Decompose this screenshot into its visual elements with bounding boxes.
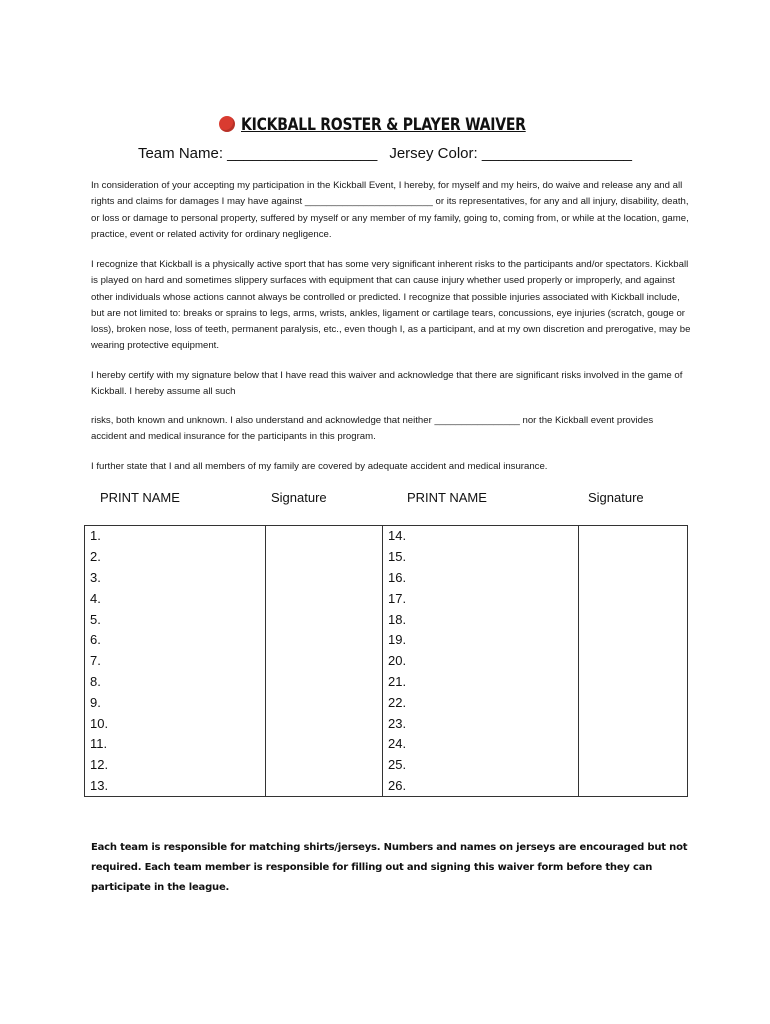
- roster-row: [85, 609, 688, 630]
- roster-name-cell[interactable]: 14.: [383, 526, 579, 547]
- roster-table: [84, 525, 688, 797]
- page-title: KICKBALL ROSTER & PLAYER WAIVER: [240, 114, 526, 134]
- roster-name-cell[interactable]: 7.: [85, 651, 266, 672]
- roster-signature-cell[interactable]: [579, 568, 688, 589]
- roster-name-cell[interactable]: 4.: [85, 588, 266, 609]
- roster-signature-cell[interactable]: [266, 755, 383, 776]
- waiver-paragraph-1: In consideration of your accepting my participation in the Kickball Event, I hereby, for myself and my heirs, do waive and release any and all rights and claims for damages I may have against ________________________ or its representatives, for any and all injury, disability, death, or loss or damage to personal property, suffered by myself or any member of my family, going to, coming from, or while at the location, game, practice, event or related activity for ordinary negligence.: [91, 180, 689, 240]
- team-name-field[interactable]: Team Name: __________________: [137, 144, 378, 162]
- roster-name-cell[interactable]: 20.: [383, 651, 579, 672]
- roster-row: [85, 672, 688, 693]
- jersey-color-field[interactable]: Jersey Color: __________________: [389, 144, 633, 162]
- roster-name-cell[interactable]: 8.: [85, 672, 266, 693]
- roster-name-cell[interactable]: 22.: [383, 692, 579, 713]
- roster-row: [85, 588, 688, 609]
- waiver-paragraph-3: I hereby certify with my signature below that I have read this waiver and acknowledge that there are significant risks involved in the game of Kickball. I hereby assume all such: [91, 370, 683, 398]
- roster-name-cell[interactable]: 1.: [85, 526, 266, 547]
- roster-name-cell[interactable]: 9.: [85, 692, 266, 713]
- print-name-header-right: PRINT NAME: [407, 490, 487, 505]
- roster-signature-cell[interactable]: [579, 692, 688, 713]
- roster-row: [85, 651, 688, 672]
- roster-name-cell[interactable]: 21.: [383, 672, 579, 693]
- roster-signature-cell[interactable]: [579, 734, 688, 755]
- roster-row: [85, 568, 688, 589]
- roster-name-cell[interactable]: 25.: [383, 755, 579, 776]
- roster-name-cell[interactable]: 5.: [85, 609, 266, 630]
- waiver-paragraph-4: risks, both known and unknown. I also understand and acknowledge that neither ________________ nor the Kickball event provides accident and medical insurance for the participants in this program.: [91, 415, 654, 443]
- roster-row: [85, 692, 688, 713]
- roster-name-cell[interactable]: 26.: [383, 776, 579, 797]
- roster-name-cell[interactable]: 16.: [383, 568, 579, 589]
- roster-signature-cell[interactable]: [579, 755, 688, 776]
- roster-name-cell[interactable]: 11.: [85, 734, 266, 755]
- roster-signature-cell[interactable]: [266, 609, 383, 630]
- roster-signature-cell[interactable]: [579, 713, 688, 734]
- roster-signature-cell[interactable]: [579, 588, 688, 609]
- roster-signature-cell[interactable]: [579, 651, 688, 672]
- roster-row: [85, 630, 688, 651]
- roster-signature-cell[interactable]: [266, 672, 383, 693]
- signature-header-left: Signature: [271, 490, 327, 505]
- roster-signature-cell[interactable]: [266, 630, 383, 651]
- roster-name-cell[interactable]: 19.: [383, 630, 579, 651]
- roster-name-cell[interactable]: 13.: [85, 776, 266, 797]
- roster-signature-cell[interactable]: [266, 651, 383, 672]
- waiver-paragraph-5: I further state that I and all members of my family are covered by adequate accident and medical insurance.: [91, 461, 548, 472]
- roster-name-cell[interactable]: 23.: [383, 713, 579, 734]
- roster-signature-cell[interactable]: [579, 547, 688, 568]
- roster-row: [85, 547, 688, 568]
- roster-row: [85, 734, 688, 755]
- roster-signature-cell[interactable]: [266, 526, 383, 547]
- footer-note: Each team is responsible for matching shirts/jerseys. Numbers and names on jerseys are encouraged but not required. Each team member is responsible for filling out and signing this waiver form before they can participate in the league.: [91, 842, 688, 893]
- roster-signature-cell[interactable]: [266, 734, 383, 755]
- roster-name-cell[interactable]: 17.: [383, 588, 579, 609]
- roster-name-cell[interactable]: 3.: [85, 568, 266, 589]
- roster-name-cell[interactable]: 24.: [383, 734, 579, 755]
- roster-name-cell[interactable]: 2.: [85, 547, 266, 568]
- waiver-paragraph-2: I recognize that Kickball is a physically active sport that has some very significant inherent risks to the participants and/or spectators. Kickball is played on hard and sometimes slippery surfaces with equipment that can cause injury whether used properly or improperly, and against other individuals whose actions cannot always be controlled or predicted. I recognize that possible injuries associated with Kickball include, but are not limited to: breaks or sprains to legs, arms, wrists, ankles, ligament or cartilage tears, concussions, eye injuries (scratch, gouge or loss), broken nose, loss of teeth, permanent paralysis, etc., even though I, as a participant, and at my own discretion and prerogative, may be wearing protective equipment.: [91, 259, 691, 352]
- roster-row: [85, 776, 688, 797]
- roster-signature-cell[interactable]: [579, 672, 688, 693]
- roster-signature-cell[interactable]: [579, 776, 688, 797]
- roster-name-cell[interactable]: 18.: [383, 609, 579, 630]
- roster-signature-cell[interactable]: [266, 713, 383, 734]
- roster-signature-cell[interactable]: [579, 526, 688, 547]
- roster-name-cell[interactable]: 12.: [85, 755, 266, 776]
- roster-signature-cell[interactable]: [266, 588, 383, 609]
- roster-signature-cell[interactable]: [579, 630, 688, 651]
- team-info-row: [0, 142, 770, 164]
- roster-row: [85, 713, 688, 734]
- roster-name-cell[interactable]: 6.: [85, 630, 266, 651]
- roster-signature-cell[interactable]: [266, 568, 383, 589]
- kickball-icon: [219, 116, 235, 132]
- print-name-header-left: PRINT NAME: [100, 490, 180, 505]
- roster-row: [85, 526, 688, 547]
- roster-signature-cell[interactable]: [266, 776, 383, 797]
- signature-header-right: Signature: [588, 490, 644, 505]
- roster-row: [85, 755, 688, 776]
- roster-name-cell[interactable]: 15.: [383, 547, 579, 568]
- roster-signature-cell[interactable]: [266, 547, 383, 568]
- roster-name-cell[interactable]: 10.: [85, 713, 266, 734]
- roster-signature-cell[interactable]: [266, 692, 383, 713]
- roster-signature-cell[interactable]: [579, 609, 688, 630]
- title-row: [0, 112, 770, 136]
